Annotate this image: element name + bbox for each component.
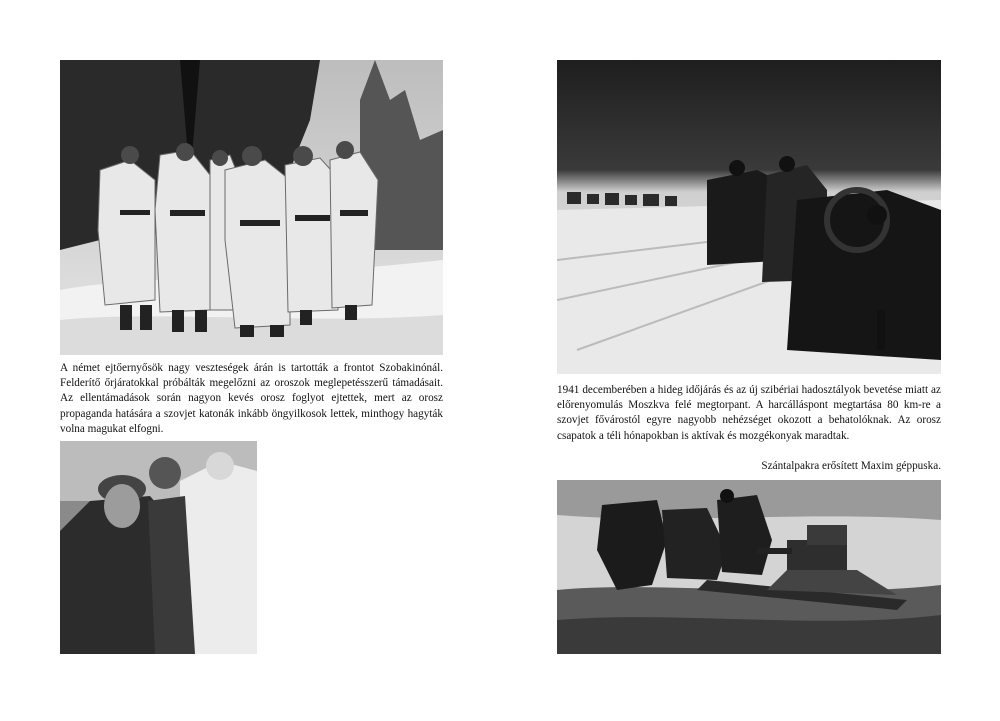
caption-maxim-sled: Szántalpakra erősített Maxim géppuska. — [761, 460, 941, 472]
photo-soldiers-closeup — [60, 441, 257, 654]
photo-paratroopers-snow — [60, 60, 443, 355]
photo-maxim-sled — [557, 480, 941, 654]
caption-paratroopers: A német ejtőernyősök nagy veszteségek árán is tartották a frontot Szobakinónál. Felderítő őrjáratokkal próbálták megelőzni az oroszok meglepetésszerű támadásait. Az ellentámadások során nagyon kevés orosz foglyot ejtettek, mert az orosz propaganda hatására a szovjet katonák inkább öngyilkosok lettek, minthogy hagyták volna magukat elfogni. — [60, 362, 443, 435]
caption-winter-1941: 1941 decemberében a hideg időjárás és az új szibériai hadosztályok bevetése miatt az előrenyomulás Moszkva felé megtorpant. A harcálláspont megtartása 80 km-re a szovjet fővárostól egyre nagyobb nehézséget okozott a behatolóknak. Az orosz csapatok a téli hónapokban is aktívak és mozgékonyak maradtak. — [557, 384, 941, 442]
photo-column-snow — [557, 60, 941, 374]
